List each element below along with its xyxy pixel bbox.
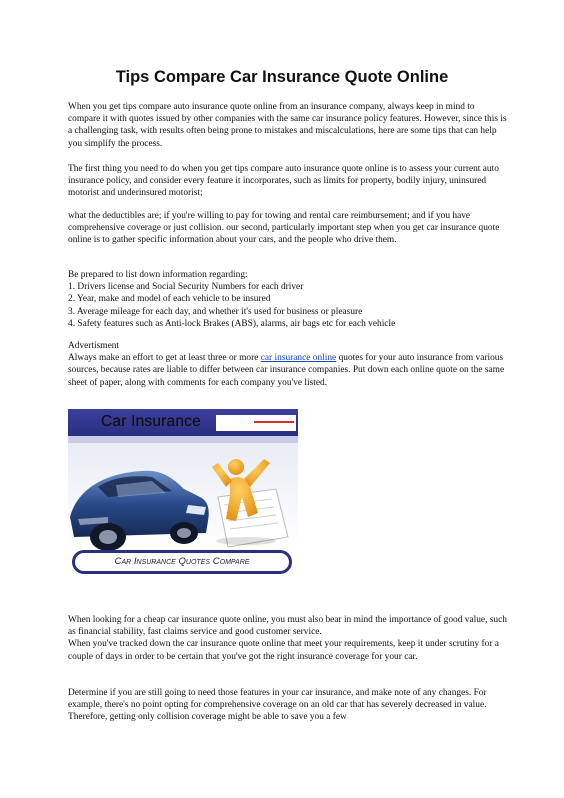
list-item: 3. Average mileage for each day, and whether it's used for business or pleasure (68, 306, 363, 317)
list-item: 2. Year, make and model of each vehicle to be insured (68, 294, 271, 305)
list-item: 1. Drivers license and Social Security Numbers for each driver (68, 282, 304, 293)
paragraph-good-value (68, 614, 508, 663)
paragraph-text: When you've tracked down the car insurance quote online that meet your requirements, keep it under scrutiny for a couple of days in order to be certain that you've got the right insurance coverage for your car. (68, 639, 499, 662)
paragraph-text: When looking for a cheap car insurance quote online, you must also bear in mind the importance of good value, such as financial stability, fast claims service and good customer service. (68, 615, 507, 638)
page-title: Tips Compare Car Insurance Quote Online (115, 68, 449, 86)
paragraph-text: what the deductibles are; if you're willing to pay for towing and rental care reimbursement; and if you have comprehensive coverage or just collision. our second, particularly important step when you get car insurance quote online is to gather specific information about your cars, and the people who drive them. (68, 211, 500, 246)
paragraph-assess-policy (68, 163, 508, 200)
advert-label: Advertisment (68, 341, 120, 351)
paragraph-intro (68, 101, 508, 150)
banner-text: Car Insurance (101, 413, 201, 430)
paragraph-compare-quotes (68, 340, 508, 389)
list-item: 4. Safety features such as Anti-lock Brakes (ABS), alarms, air bags etc for each vehicle (68, 318, 396, 329)
paragraph-features (68, 687, 508, 724)
image-caption: Car Insurance Quotes Compare (114, 556, 250, 567)
image-caption-pill (72, 550, 292, 574)
paragraph-text (68, 352, 508, 389)
car-insurance-online-link[interactable]: car insurance online (260, 353, 337, 364)
paragraph-text: Determine if you are still going to need those features in your car insurance, and make note of any changes. For example, there's no point opting for comprehensive coverage on an old car that has severely decreased in value. Therefore, getting only collision coverage might be able to save you a few (68, 688, 487, 723)
paragraph-deductibles (68, 210, 508, 247)
paragraph-text-start: Always make an effort to get at least three or more (68, 353, 261, 364)
paragraph-text: When you get tips compare auto insurance quote online from an insurance company, always keep in mind to compare it with quotes issued by other companies with the same car insurance policy features. However, since this is a challenging task, with results often being prone to mistakes and miscalculations, here are some tips that can help you simplify the process. (68, 102, 507, 149)
car-insurance-image (68, 409, 298, 581)
info-list (68, 269, 508, 330)
list-intro: Be prepared to list down information regarding: (68, 270, 248, 280)
paragraph-text-end: quotes for your auto insurance from various sources, because rates are liable to differ between car insurance companies. Put down each online quote on the same sheet of paper, along with comments for each company you've listed. (68, 353, 505, 388)
paragraph-text: The first thing you need to do when you get tips compare auto insurance quote online is to assess your current auto insurance policy, and consider every feature it incorporates, such as limits for property, bodily injury, uninsured motorist and underinsured motorist; (68, 164, 499, 199)
